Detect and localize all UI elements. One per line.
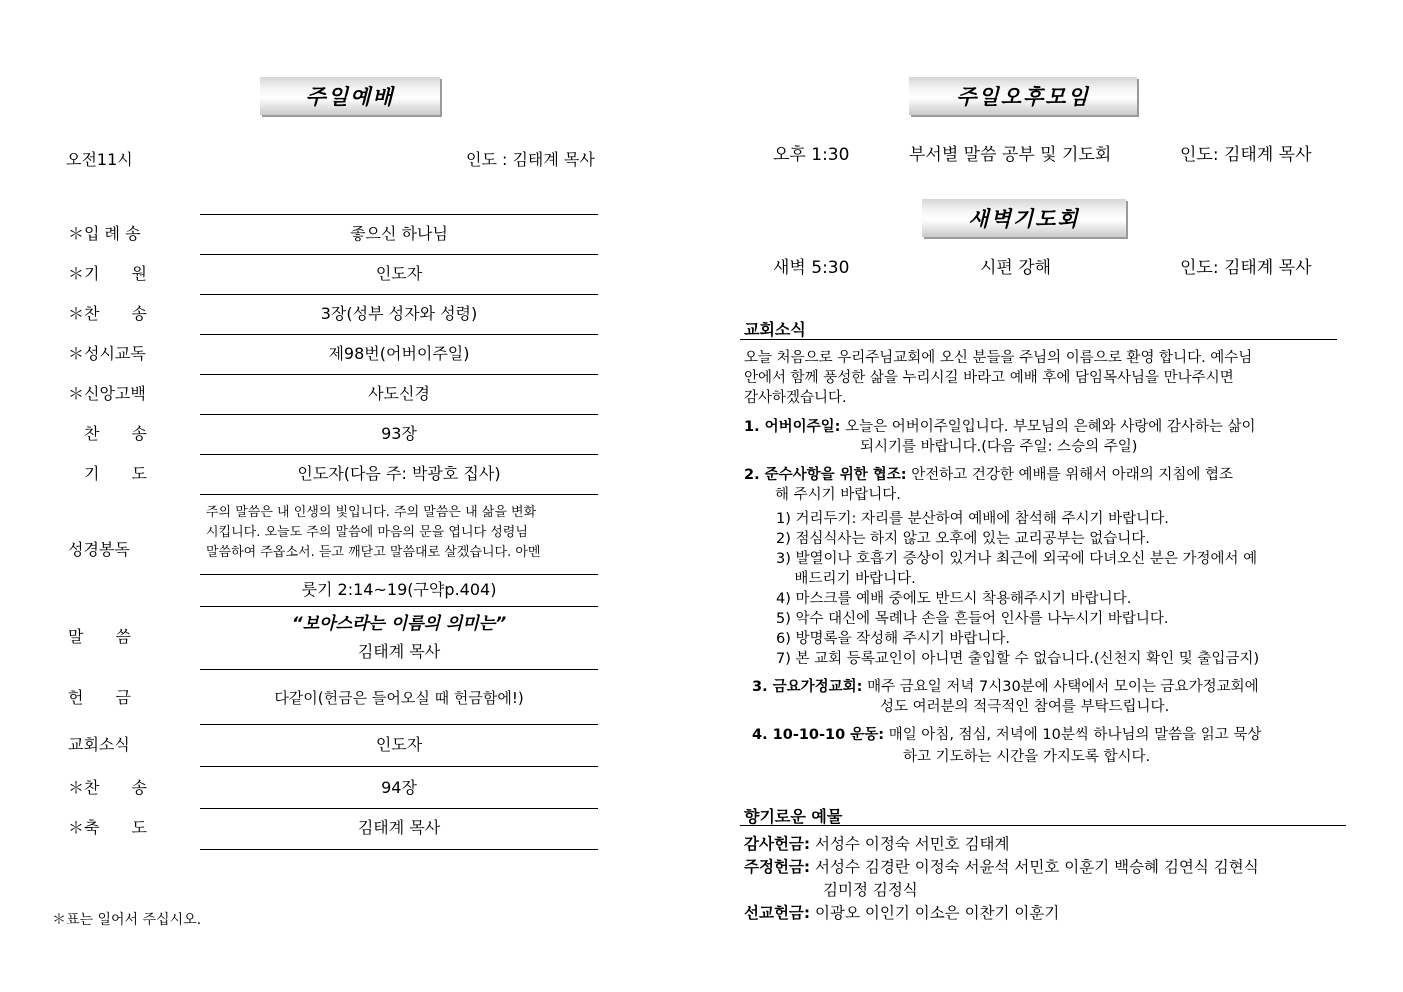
welcome-line: 안에서 함께 풍성한 삶을 누리시길 바라고 예배 후에 담임목사님을 만나주시면 bbox=[744, 370, 1234, 386]
order-rule bbox=[200, 606, 598, 607]
scripture-label: 성경봉독 bbox=[68, 540, 130, 559]
order-rule bbox=[200, 724, 598, 725]
offering-type: 선교헌금: bbox=[744, 904, 811, 922]
guideline-item: 배드리기 바랍니다. bbox=[776, 571, 916, 587]
offering-row bbox=[744, 879, 1259, 902]
worship-leader: 인도 : 김태계 목사 bbox=[466, 150, 595, 169]
dawn-time: 새벽 5:30 bbox=[773, 258, 850, 278]
guideline-list bbox=[776, 509, 1259, 669]
order-rule bbox=[200, 454, 598, 455]
closing-hymn-label: ＊찬 송 bbox=[68, 778, 147, 797]
prayer-line: 시킵니다. 오늘도 주의 말씀에 마음의 문을 엽니다 성령님 bbox=[206, 525, 528, 540]
news-item-heading: 3. 금요가정교회: bbox=[752, 679, 863, 695]
guideline-item: 7) 본 교회 등록교인이 아니면 출입할 수 없습니다.(신천지 확인 및 출입금지) bbox=[776, 651, 1260, 667]
church-news-label: 교회소식 bbox=[68, 735, 130, 754]
order-rule bbox=[200, 254, 598, 255]
guideline-item: 1) 거리두기: 자리를 분산하여 예배에 참석해 주시기 바랍니다. bbox=[776, 511, 1169, 527]
order-rule bbox=[200, 374, 598, 375]
order-value: 93장 bbox=[381, 424, 417, 443]
news-item-2 bbox=[744, 465, 1233, 485]
scripture-prayer bbox=[206, 503, 594, 563]
news-item-3-cont: 성도 여러분의 적극적인 참여를 부탁드립니다. bbox=[880, 699, 1170, 715]
guideline-item: 6) 방명록을 작성해 주시기 바랍니다. bbox=[776, 631, 1011, 647]
order-value: 좋으신 하나님 bbox=[350, 224, 448, 243]
offering-row bbox=[744, 833, 1259, 856]
offering-names: 서성수 이정숙 서민호 김태계 bbox=[815, 835, 1010, 853]
news-item-2-cont: 해 주시기 바랍니다. bbox=[775, 487, 901, 503]
order-value: 3장(성부 성자와 성령) bbox=[320, 304, 478, 323]
welcome-line: 오늘 처음으로 우리주님교회에 오신 분들을 주님의 이름으로 환영 합니다. 예수님 bbox=[744, 350, 1253, 366]
scripture-reference: 룻기 2:14~19(구약p.404) bbox=[301, 580, 497, 599]
guideline-item: 4) 마스크를 예배 중에도 반드시 착용해주시기 바랍니다. bbox=[776, 591, 1132, 607]
offering-title: 향기로운 예물 bbox=[744, 807, 843, 826]
news-item-text: 매주 금요일 저녁 7시30분에 사택에서 모이는 금요가정교회에 bbox=[867, 679, 1259, 695]
news-item-text: 안전하고 건강한 예배를 위해서 아래의 지침에 협조 bbox=[911, 467, 1234, 483]
offering-label: 헌 금 bbox=[68, 688, 131, 707]
afternoon-desc: 부서별 말씀 공부 및 기도회 bbox=[909, 145, 1112, 165]
sermon-preacher: 김태계 목사 bbox=[357, 642, 441, 661]
order-label: ＊입 례 송 bbox=[68, 224, 141, 243]
closing-hymn-value: 94장 bbox=[381, 778, 417, 797]
prayer-line: 주의 말씀은 내 인생의 빛입니다. 주의 말씀은 내 삶을 변화 bbox=[206, 505, 537, 520]
afternoon-banner: 주일오후모임 bbox=[909, 77, 1137, 115]
benediction-value: 김태계 목사 bbox=[357, 818, 441, 837]
afternoon-leader: 인도: 김태계 목사 bbox=[1180, 145, 1312, 165]
prayer-line: 말씀하여 주옵소서. 듣고 깨닫고 말씀대로 살겠습니다. 아멘 bbox=[206, 545, 541, 560]
order-rule bbox=[200, 574, 598, 575]
news-item-heading: 1. 어버이주일: bbox=[744, 419, 841, 435]
order-rule bbox=[200, 494, 598, 495]
order-label: ＊성시교독 bbox=[68, 344, 146, 363]
order-rule bbox=[200, 849, 598, 850]
news-item-1 bbox=[744, 417, 1256, 437]
offering-type: 주정헌금: bbox=[744, 858, 811, 876]
dawn-prayer-banner: 새벽기도회 bbox=[922, 199, 1126, 237]
offering-list bbox=[744, 833, 1259, 925]
offering-rule bbox=[740, 825, 1346, 826]
sermon-label: 말 씀 bbox=[68, 627, 131, 646]
news-title: 교회소식 bbox=[744, 320, 806, 339]
welcome-text bbox=[744, 348, 1252, 408]
dawn-desc: 시편 강해 bbox=[980, 258, 1052, 278]
order-value: 제98번(어버이주일) bbox=[328, 344, 470, 363]
order-rule bbox=[200, 808, 598, 809]
news-item-text: 매일 아침, 점심, 저녁에 10분씩 하나님의 말씀을 읽고 묵상 bbox=[888, 727, 1262, 743]
offering-row bbox=[744, 902, 1259, 925]
news-rule bbox=[740, 339, 1337, 340]
news-item-1-cont: 되시기를 바랍니다.(다음 주일: 스승의 주일) bbox=[860, 439, 1138, 455]
order-label: 기 도 bbox=[68, 464, 147, 483]
news-item-heading: 4. 10-10-10 운동: bbox=[752, 727, 885, 743]
order-rule bbox=[200, 766, 598, 767]
standing-footnote: ＊표는 일어서 주십시오. bbox=[52, 912, 202, 928]
news-item-heading: 2. 준수사항을 위한 협조: bbox=[744, 467, 907, 483]
offering-names: 이광오 이인기 이소은 이찬기 이훈기 bbox=[815, 904, 1060, 922]
dawn-leader: 인도: 김태계 목사 bbox=[1180, 258, 1312, 278]
order-label: ＊기 원 bbox=[68, 264, 147, 283]
order-value: 인도자 bbox=[375, 264, 423, 283]
order-label: ＊찬 송 bbox=[68, 304, 147, 323]
order-rule bbox=[200, 294, 598, 295]
news-item-text: 오늘은 어버이주일입니다. 부모님의 은혜와 사랑에 감사하는 삶이 bbox=[845, 419, 1256, 435]
offering-names: 서성수 김경란 이정숙 서윤석 서민호 이훈기 백승혜 김연식 김현식 bbox=[815, 858, 1259, 876]
guideline-item: 3) 발열이나 호흡기 증상이 있거나 최근에 외국에 다녀오신 분은 가정에서 예 bbox=[776, 551, 1258, 567]
order-value: 인도자(다음 주: 박광호 집사) bbox=[297, 464, 501, 483]
order-value: 사도신경 bbox=[368, 384, 430, 403]
order-label: 찬 송 bbox=[68, 424, 147, 443]
order-rule bbox=[200, 214, 598, 215]
news-item-4 bbox=[752, 725, 1261, 745]
welcome-line: 감사하겠습니다. bbox=[744, 390, 847, 406]
offering-value: 다같이(헌금은 들어오실 때 헌금함에!) bbox=[274, 689, 524, 707]
benediction-label: ＊축 도 bbox=[68, 818, 147, 837]
offering-row bbox=[744, 856, 1259, 879]
order-rule bbox=[200, 334, 598, 335]
offering-type: 감사헌금: bbox=[744, 835, 811, 853]
afternoon-time: 오후 1:30 bbox=[773, 145, 850, 165]
worship-banner: 주일예배 bbox=[260, 77, 440, 115]
church-news-value: 인도자 bbox=[375, 735, 423, 754]
order-label: ＊신앙고백 bbox=[68, 384, 146, 403]
offering-names: 김미정 김정식 bbox=[823, 881, 918, 899]
order-rule bbox=[200, 414, 598, 415]
worship-time: 오전11시 bbox=[66, 150, 133, 169]
guideline-item: 5) 악수 대신에 목례나 손을 흔들어 인사를 나누시기 바랍니다. bbox=[776, 611, 1169, 627]
sermon-title: “보아스라는 이름의 의미는” bbox=[291, 614, 507, 634]
news-item-3 bbox=[752, 677, 1259, 697]
order-rule bbox=[200, 669, 598, 670]
guideline-item: 2) 점심식사는 하지 않고 오후에 있는 교리공부는 없습니다. bbox=[776, 531, 1150, 547]
news-item-4-cont: 하고 기도하는 시간을 가지도록 합시다. bbox=[903, 749, 1151, 765]
